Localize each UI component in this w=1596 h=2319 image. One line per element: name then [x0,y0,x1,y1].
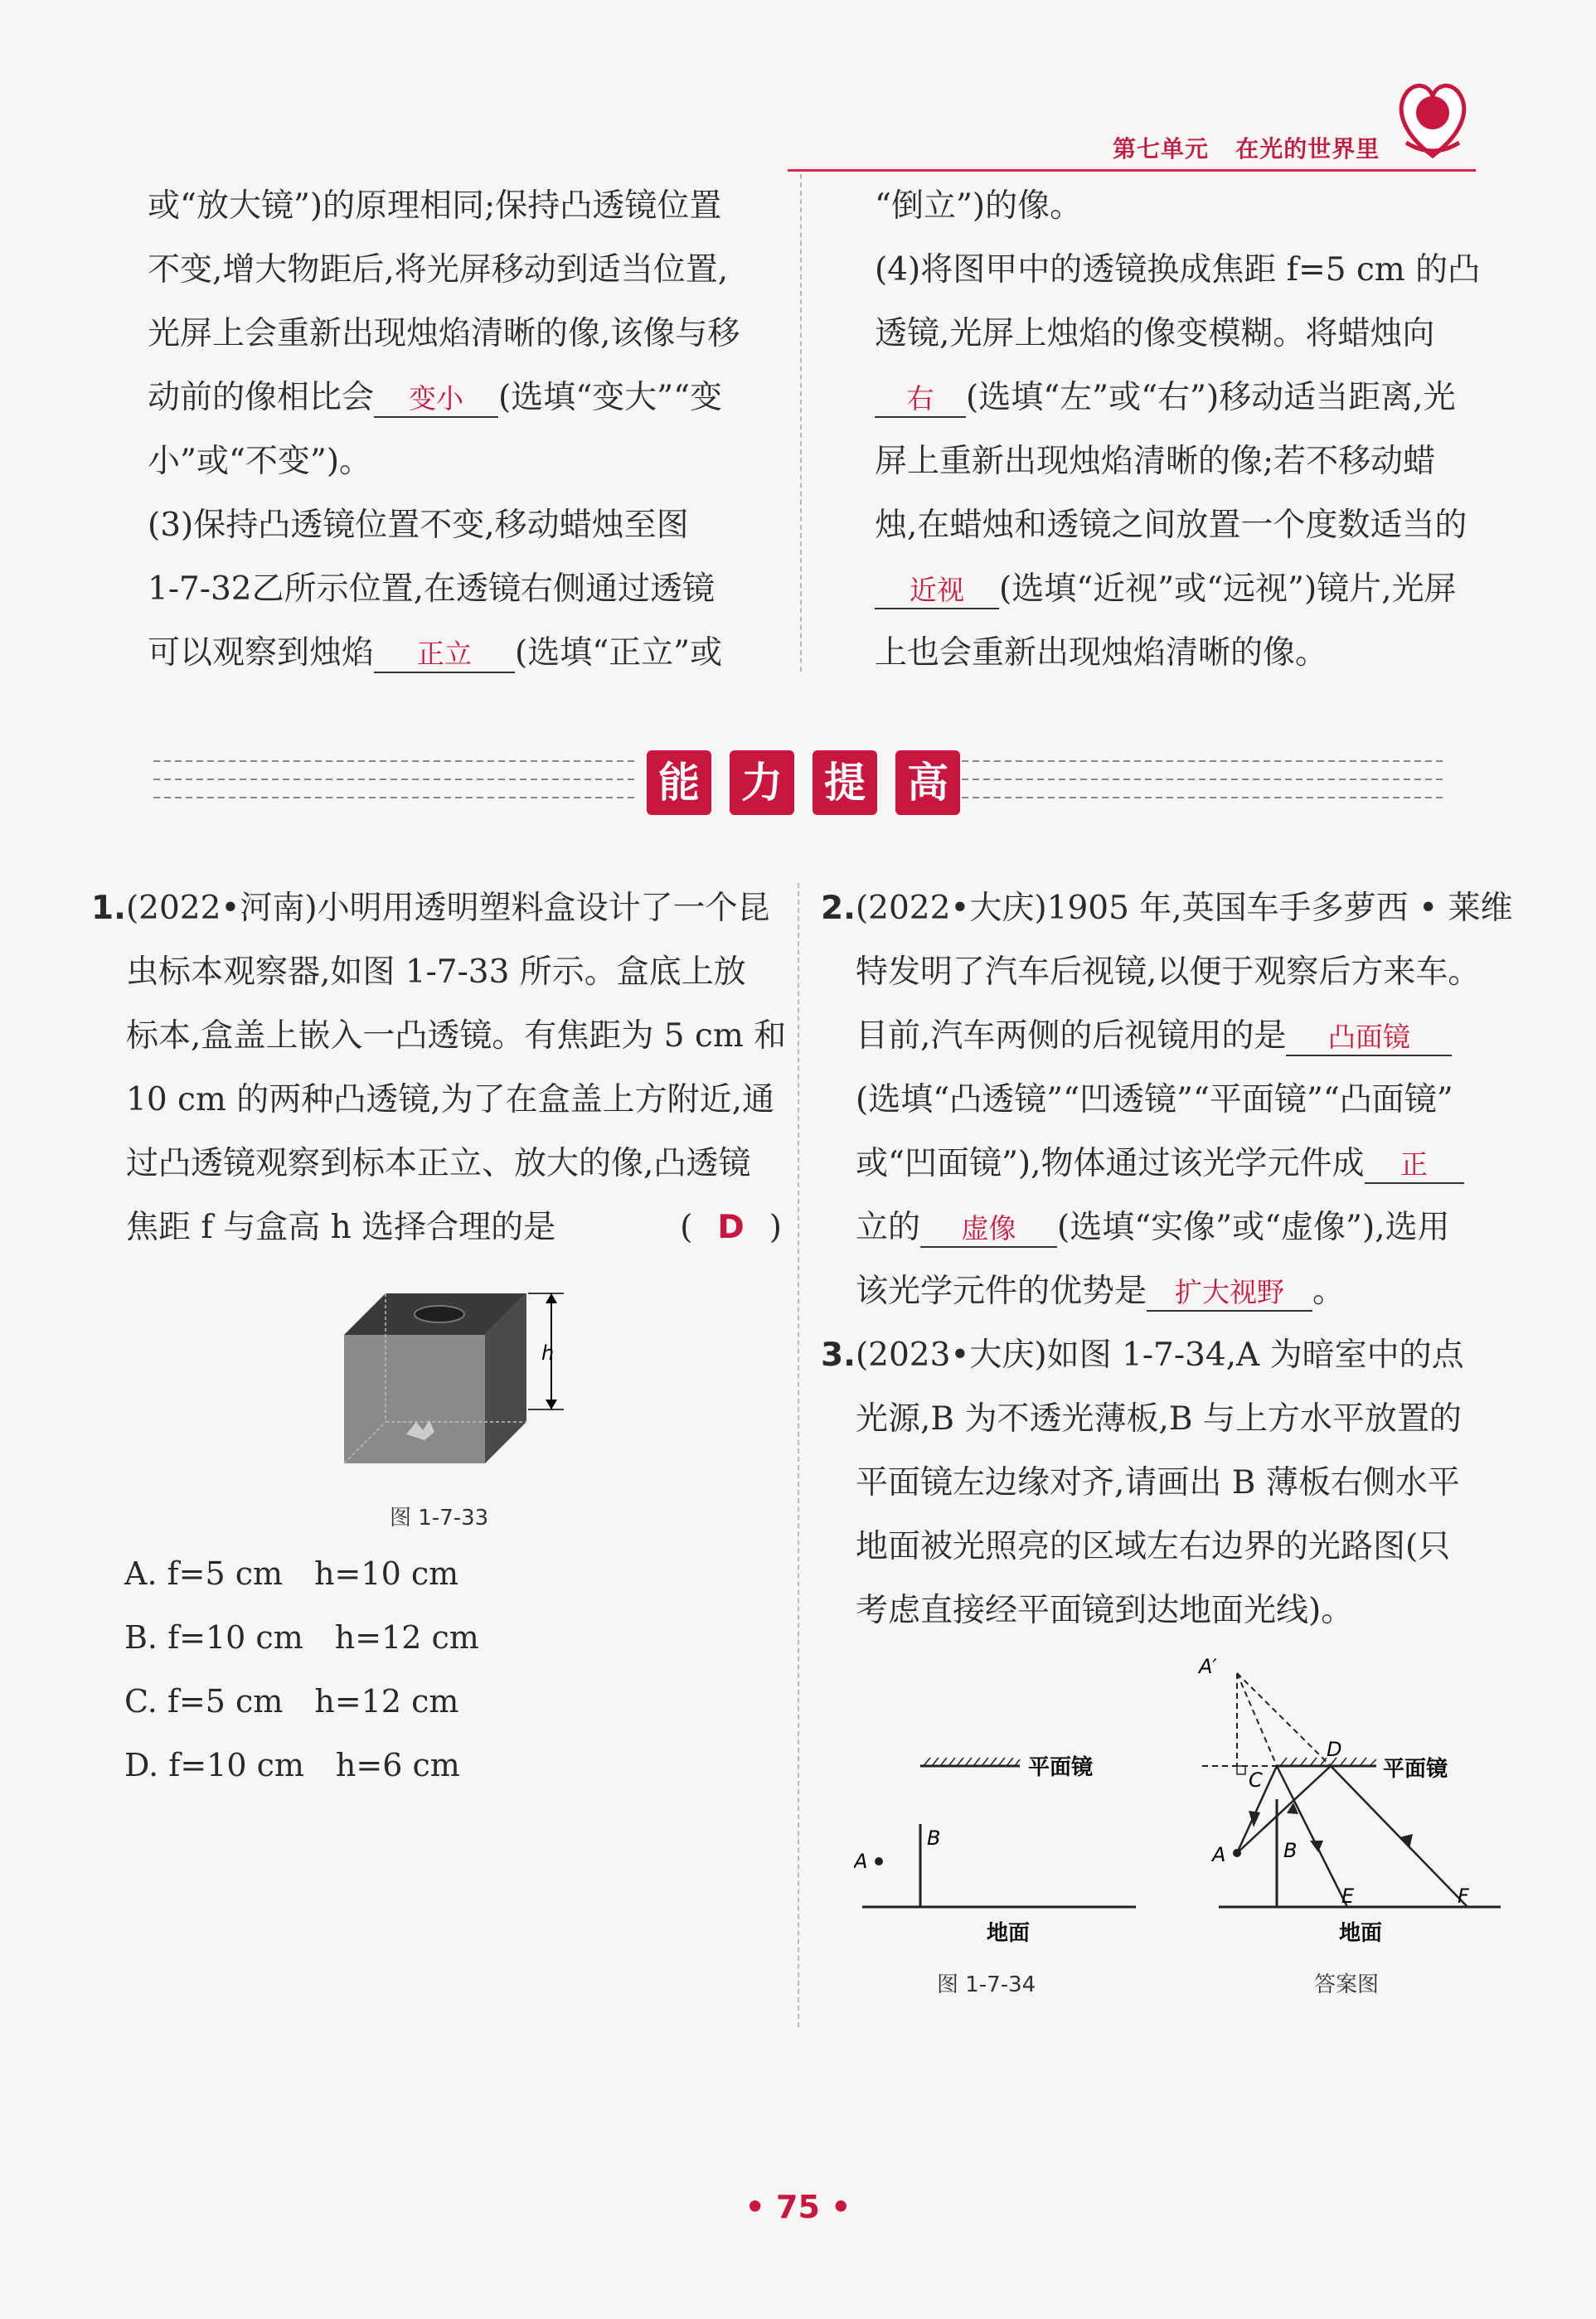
answer-blank: 近视 [875,573,999,609]
banner-char: 能 [647,750,711,815]
text-line: 过凸透镜观察到标本正立、放大的像,凸透镜 [126,1145,751,1182]
question-3 [821,1323,1464,1642]
mirror-label: 平面镜 [1383,1757,1448,1782]
top-right-column [875,174,1480,685]
column-divider [800,174,802,672]
text-line: (2022•大庆)1905 年,英国车手多萝西 • 莱维 [855,890,1513,927]
text-line: (2023•大庆)如图 1-7-34,A 为暗室中的点 [855,1337,1464,1374]
text-line: (2022•河南)小明用透明塑料盒设计了一个昆 [125,890,770,927]
option-a: A. f=5 cm h=10 cm [124,1555,459,1592]
question-number: 3. [821,1337,856,1374]
question-1 [91,876,786,1259]
text-line: 虫标本观察器,如图 1-7-33 所示。盒底上放 [126,953,746,991]
text-line: 小”或“不变”)。 [148,443,372,480]
text-line: 近视 (选填“近视”或“远视”)镜片,光屏 [875,557,1480,621]
board-b-label: B [927,1827,941,1850]
header-rule [788,169,1476,172]
text-line: 10 cm 的两种凸透镜,为了在盒盖上方附近,通 [126,1081,775,1118]
text-line: 标本,盒盖上嵌入一凸透镜。有焦距为 5 cm 和 [126,1017,787,1055]
text-line: 可以观察到烛焰 正立 (选填“正立”或 [148,634,723,672]
text-line: “倒立”)的像。 [875,187,1083,225]
text-line: 目前,汽车两侧的后视镜用的是 凸面镜 [821,1004,1512,1068]
text-line: 平面镜左边缘对齐,请画出 B 薄板右侧水平 [856,1464,1460,1502]
text-line: 屏上重新出现烛焰清晰的像;若不移动蜡 [875,443,1436,480]
text-line: 该光学元件的优势是 扩大视野 。 [856,1273,1346,1310]
banner-dashed-lines [153,754,1447,813]
choice-answer: D [717,1209,745,1246]
answer-blank: 变小 [374,381,498,418]
point-d-label: D [1327,1738,1342,1761]
point-a-label: A [1212,1843,1226,1866]
answer-blank: 凸面镜 [1286,1020,1452,1056]
text-line: 焦距 f 与盒高 h 选择合理的是 ( D ) [126,1209,782,1246]
point-a-prime-label: A′ [1199,1655,1217,1678]
banner-char: 力 [730,750,794,815]
text-line: 不变,增大物距后,将光屏移动到适当位置, [148,251,729,289]
ground-label: 地面 [1339,1921,1383,1946]
text-line: 地面被光照亮的区域左右边界的光路图(只 [856,1528,1451,1565]
question-number: 1. [91,890,126,927]
text-line: 动前的像相比会 变小 (选填“变大”“变 [148,379,723,416]
light-path-figure [854,1741,1152,1948]
height-label: h [541,1341,555,1365]
point-e-label: E [1341,1885,1355,1908]
text-line: 考虑直接经平面镜到达地面光线)。 [856,1592,1354,1629]
text-line: 光源,B 为不透光薄板,B 与上方水平放置的 [856,1400,1462,1438]
banner-char: 高 [895,750,960,815]
answer-figure [1194,1650,1517,1948]
point-a-label: A [854,1850,868,1873]
question-number: 2. [821,890,856,927]
text-line: 立的 虚像 (选填“实像”或“虚像”),选用 [856,1209,1450,1246]
figure-caption: 图 1-7-33 [390,1506,489,1531]
answer-blank: 虚像 [920,1211,1057,1248]
answer-blank: 右 [875,381,966,418]
publisher-logo-icon [1391,73,1474,164]
column-divider [798,883,799,2027]
option-c: C. f=5 cm h=12 cm [124,1683,459,1720]
ground-label: 地面 [987,1921,1031,1946]
text-line: 或“凹面镜”),物体通过该光学元件成 正 [821,1132,1512,1196]
insect-box-figure [336,1269,585,1476]
answer-blank: 扩大视野 [1147,1275,1312,1312]
text-line: 特发明了汽车后视镜,以便于观察后方来车。 [856,953,1481,991]
question-2 [821,876,1512,1323]
point-f-label: F [1458,1885,1469,1908]
mirror-label: 平面镜 [1028,1755,1094,1780]
point-c-label: C [1249,1768,1263,1792]
answer-blank: 正立 [374,637,515,673]
banner-char: 提 [813,750,877,815]
text-line: 1-7-32乙所示位置,在透镜右侧通过透镜 [148,570,716,608]
option-b: B. f=10 cm h=12 cm [124,1619,479,1656]
answer-blank: 正 [1365,1147,1464,1184]
top-left-column [148,174,740,685]
unit-title: 第七单元 [1113,135,1210,163]
figure-caption: 图 1-7-34 [937,1972,1036,1997]
text-line: 光屏上会重新出现烛焰清晰的像,该像与移 [148,315,740,352]
text-line: (选填“凸透镜”“凹透镜”“平面镜”“凸面镜” [856,1081,1453,1118]
page-number: • 75 • [745,2189,851,2225]
text-line: (4)将图甲中的透镜换成焦距 f=5 cm 的凸 [875,251,1481,289]
page-header [1113,131,1380,164]
text-line: 或“放大镜”)的原理相同;保持凸透镜位置 [148,187,722,225]
chapter-title: 在光的世界里 [1235,135,1380,163]
text-line: 透镜,光屏上烛焰的像变模糊。将蜡烛向 [875,315,1435,352]
text-line: 烛,在蜡烛和透镜之间放置一个度数适当的 [875,507,1467,544]
option-d: D. f=10 cm h=6 cm [124,1747,460,1783]
figure-caption: 答案图 [1314,1972,1380,1997]
text-line: (3)保持凸透镜位置不变,移动蜡烛至图 [148,507,689,544]
text-line: 上也会重新出现烛焰清晰的像。 [875,634,1328,672]
board-b-label: B [1283,1839,1298,1862]
text-line: 右 (选填“左”或“右”)移动适当距离,光 [875,366,1480,429]
